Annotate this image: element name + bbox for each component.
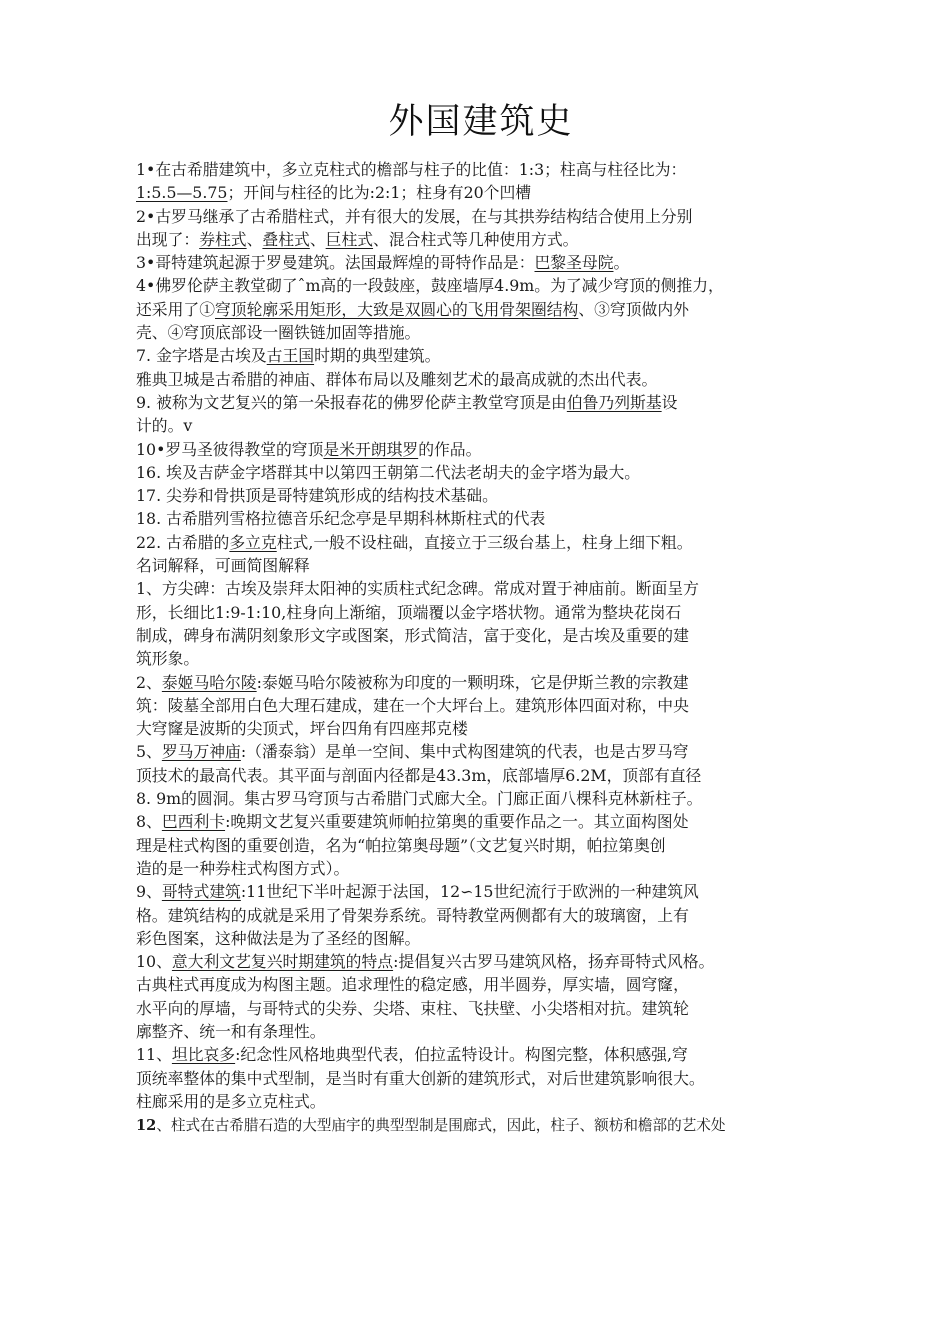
text-segment: 还采用了① — [136, 299, 215, 319]
text-segment: 的作品。 — [418, 439, 482, 459]
text-segment: 廓整齐、统一和有条理性。 — [136, 1021, 326, 1041]
text-line — [136, 927, 826, 950]
text-segment: 9. 被称为文艺复兴的第一朵报春花的佛罗伦萨主教堂穹顶是由 — [136, 392, 567, 412]
text-line — [136, 624, 826, 647]
text-segment: 9、 — [136, 882, 162, 902]
text-segment: 5、 — [136, 742, 162, 762]
document-body — [136, 158, 826, 1137]
text-segment: :晚期文艺复兴重要建筑师帕拉第奥的重要作品之一。其立面构图处 — [225, 812, 689, 832]
underlined-term: 哥特式建筑 — [161, 882, 241, 902]
text-segment: 、③穹顶做内外 — [578, 299, 689, 319]
text-line — [136, 554, 826, 577]
text-line — [136, 391, 826, 414]
text-line — [136, 205, 826, 228]
text-line — [136, 181, 826, 204]
text-line — [136, 1067, 826, 1090]
text-segment: 时期的典型建筑。 — [314, 346, 441, 366]
underlined-term: 是米开朗琪罗 — [323, 439, 419, 459]
text-segment: 。 — [613, 253, 630, 273]
text-segment: 壳、④穹顶底部设一圈铁链加固等措施。 — [136, 323, 421, 343]
text-segment: 计的。v — [136, 416, 193, 436]
text-line — [136, 1020, 826, 1043]
text-segment: 1、方尖碑：古埃及崇拜太阳神的实质柱式纪念碑。常成对置于神庙前。断面呈方 — [136, 579, 699, 599]
text-segment: :纪念性风格地典型代表，伯拉孟特设计。构图完整，体积感强,穹 — [235, 1045, 688, 1065]
text-line — [136, 787, 826, 810]
text-segment: 、混合柱式等几种使用方式。 — [373, 229, 579, 249]
text-segment: 格。建筑结构的成就是采用了骨架券系统。哥特教堂两侧都有大的玻璃窗，上有 — [136, 905, 689, 925]
text-line — [136, 1043, 826, 1066]
text-segment: 雅典卫城是古希腊的神庙、群体布局以及雕刻艺术的最高成就的杰出代表。 — [136, 369, 658, 389]
text-line — [136, 647, 826, 670]
text-line-last — [136, 1114, 826, 1137]
text-line — [136, 438, 826, 461]
text-line — [136, 997, 826, 1020]
text-segment: 顶统率整体的集中式型制，是当时有重大创新的建筑形式，对后世建筑影响很大。 — [136, 1068, 705, 1088]
text-segment: 筑形象。 — [136, 649, 200, 669]
text-line — [136, 344, 826, 367]
text-line — [136, 717, 826, 740]
text-line — [136, 601, 826, 624]
text-segment: 17. 尖券和骨拱顶是哥特建筑形成的结构技术基础。 — [136, 486, 498, 506]
text-segment: 1•在古希腊建筑中，多立克柱式的檐部与柱子的比值：1:3；柱高与柱径比为： — [136, 160, 687, 179]
text-segment: 筑：陵墓全部用白色大理石建成，建在一个大坪台上。建筑形体四面对称，中央 — [136, 695, 689, 715]
text-segment: 造的是一种券柱式构图方式）。 — [136, 858, 350, 878]
text-segment: 8. 9m的圆洞。集古罗马穹顶与古希腊门式廊大全。门廊正面八棵科克林新柱子。 — [136, 789, 703, 809]
text-line — [136, 577, 826, 600]
text-segment: 水平向的厚墙，与哥特式的尖券、尖塔、束柱、飞扶壁、小尖塔相对抗。建筑轮 — [136, 998, 689, 1018]
text-line — [136, 298, 826, 321]
text-segment: :11世纪下半叶起源于法国，12∽15世纪流行于欧洲的一种建筑风 — [240, 882, 699, 902]
text-segment: 、 — [309, 229, 326, 249]
underlined-term: 多立克 — [229, 532, 277, 552]
underlined-term: 泰姬马哈尔陵 — [161, 672, 257, 692]
text-segment: 理是柱式构图的重要创造，名为“帕拉第奥母题”（文艺复兴时期，帕拉第奥创 — [136, 835, 666, 855]
text-line — [136, 321, 826, 344]
underlined-term: 1:5.5—5.75 — [136, 183, 228, 203]
text-line — [136, 950, 826, 973]
underlined-term: 券柱式 — [199, 229, 247, 249]
text-line — [136, 414, 826, 437]
text-segment: :（潘泰翁）是单一空间、集中式构图建筑的代表，也是古罗马穹 — [240, 742, 689, 762]
text-segment: 3•哥特建筑起源于罗曼建筑。法国最辉煌的哥特作品是： — [136, 253, 535, 273]
text-segment: 彩色图案，这种做法是为了圣经的图解。 — [136, 928, 421, 948]
text-segment: 7. 金字塔是古埃及 — [136, 346, 267, 366]
text-segment: 制成，碑身布满阴刻象形文字或图案，形式简洁，富于变化，是古埃及重要的建 — [136, 625, 689, 645]
underlined-term: 巴黎圣母院 — [534, 253, 614, 273]
text-segment: 8、 — [136, 812, 162, 832]
text-segment: 出现了： — [136, 229, 200, 249]
text-segment: 大穹窿是波斯的尖顶式，坪台四角有四座邦克楼 — [136, 719, 468, 739]
text-line — [136, 857, 826, 880]
underlined-term: 巴西利卡 — [161, 812, 226, 832]
text-line — [136, 973, 826, 996]
text-segment: 4•佛罗伦萨主教堂砌了ˆm高的一段鼓座，鼓座墙厚4.9m。为了减少穹顶的侧推力， — [136, 276, 724, 296]
text-segment: 柱廊采用的是多立克柱式。 — [136, 1091, 326, 1111]
text-line — [136, 531, 826, 554]
text-segment: 形，长细比1:9-1:10,柱身向上渐缩，顶端覆以金字塔状物。通常为整块花岗石 — [136, 602, 682, 622]
text-line — [136, 810, 826, 833]
text-line — [136, 274, 826, 297]
item-number: 12 — [136, 1117, 157, 1135]
text-segment: 、 — [246, 229, 263, 249]
underlined-term: 穹顶轮廓采用矩形，大致是双圆心的飞用骨架圈结构 — [215, 299, 579, 319]
text-line — [136, 834, 826, 857]
text-line — [136, 694, 826, 717]
text-line — [136, 484, 826, 507]
text-segment: 设 — [661, 392, 678, 412]
text-segment: :泰姬马哈尔陵被称为印度的一颗明珠，它是伊斯兰教的宗教建 — [256, 672, 689, 692]
text-segment: 18. 古希腊列雪格拉德音乐纪念亭是早期科林斯柱式的代表 — [136, 509, 546, 529]
text-line — [136, 507, 826, 530]
text-segment: 22. 古希腊的 — [136, 532, 230, 552]
text-segment: ；开间与柱径的比为:2:1；柱身有20个凹槽 — [227, 183, 532, 203]
text-segment: 古典柱式再度成为构图主题。追求理性的稳定感，用半圆券，厚实墙，圆穹窿， — [136, 975, 689, 995]
underlined-term: 伯鲁乃列斯基 — [566, 392, 662, 412]
text-line — [136, 228, 826, 251]
text-line — [136, 904, 826, 927]
text-segment: 2•古罗马继承了古希腊柱式，并有很大的发展，在与其拱券结构结合使用上分别 — [136, 206, 693, 226]
text-segment: 柱式,一般不设柱础，直接立于三级台基上，柱身上细下粗。 — [276, 532, 693, 552]
text-line — [136, 368, 826, 391]
text-line — [136, 880, 826, 903]
text-segment: 11、 — [136, 1045, 172, 1065]
underlined-term: 巨柱式 — [325, 229, 374, 249]
text-line — [136, 764, 826, 787]
text-line — [136, 158, 826, 181]
text-line — [136, 740, 826, 763]
text-segment: 2、 — [136, 672, 162, 692]
underlined-term: 坦比哀多 — [171, 1045, 236, 1065]
underlined-term: 叠柱式 — [262, 229, 310, 249]
text-segment: 、柱式在古希腊石造的大型庙宇的典型型制是围廊式，因此，柱子、额枋和檐部的艺术处 — [156, 1117, 726, 1135]
underlined-term: 罗马万神庙 — [161, 742, 241, 762]
text-line — [136, 461, 826, 484]
text-segment: :提倡复兴古罗马建筑风格，扬弃哥特式风格。 — [393, 952, 715, 972]
text-segment: 16. 埃及吉萨金字塔群其中以第四王朝第二代法老胡夫的金字塔为最大。 — [136, 462, 641, 482]
text-line — [136, 1090, 826, 1113]
text-line — [136, 251, 826, 274]
page-title: 外国建筑史 — [388, 102, 574, 142]
text-segment: 10、 — [136, 952, 172, 972]
underlined-term: 意大利文艺复兴时期建筑的特点 — [171, 952, 394, 972]
underlined-term: 古王国 — [266, 346, 315, 366]
text-segment: 10•罗马圣彼得教堂的穹顶 — [136, 439, 324, 459]
text-segment: 顶技术的最高代表。其平面与剖面内径都是43.3m，底部墙厚6.2M，顶部有直径 — [136, 765, 702, 785]
text-segment: 名词解释，可画简图解释 — [136, 556, 310, 576]
text-line — [136, 671, 826, 694]
